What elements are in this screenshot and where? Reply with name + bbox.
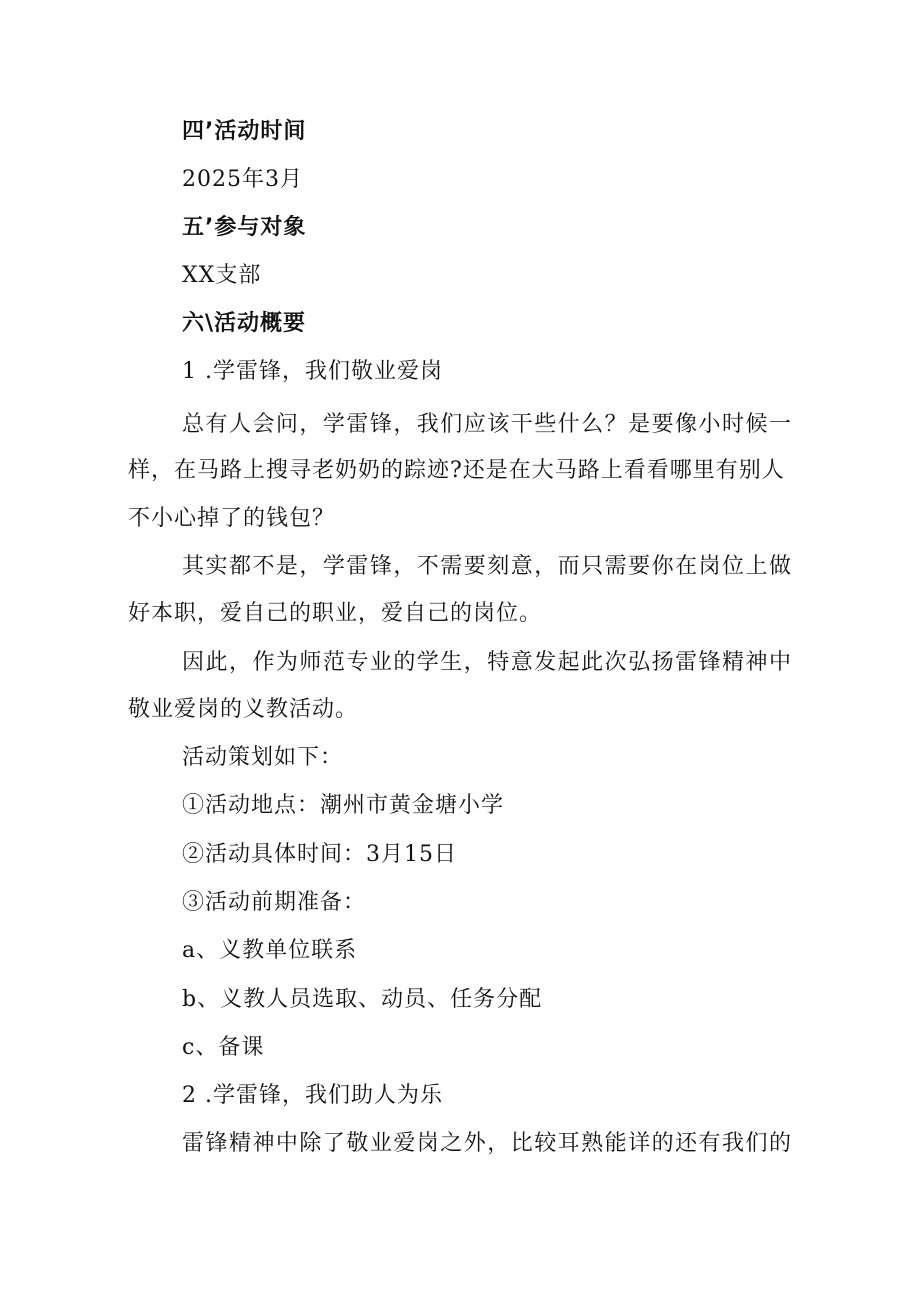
activity-time-value: 2025年3月 bbox=[182, 167, 303, 192]
heading-activity-summary: 六\活动概要 bbox=[182, 311, 307, 336]
heading-participants: 五’参与对象 bbox=[182, 215, 307, 240]
paragraph-1-line-3: 不小心掉了的钱包？ bbox=[128, 506, 336, 531]
plan-item-preparation: ③活动前期准备： bbox=[182, 890, 367, 915]
prep-sub-a: a、义教单位联系 bbox=[182, 938, 358, 963]
participants-value: XX支部 bbox=[182, 263, 262, 288]
prep-sub-c: c、备课 bbox=[182, 1035, 265, 1060]
paragraph-4-line-1: 雷锋精神中除了敬业爱岗之外，比较耳熟能详的还有我们的 bbox=[182, 1131, 792, 1156]
section-1-title: 1 .学雷锋，我们敬业爱岗 bbox=[182, 359, 443, 384]
prep-sub-b: b、义教人员选取、动员、任务分配 bbox=[182, 987, 543, 1012]
plan-item-location: ①活动地点：潮州市黄金塘小学 bbox=[182, 793, 505, 818]
plan-intro: 活动策划如下： bbox=[182, 745, 344, 770]
heading-activity-time: 四’活动时间 bbox=[182, 119, 307, 144]
paragraph-1-line-2: 样，在马路上搜寻老奶奶的踪迹?还是在大马路上看看哪里有别人 bbox=[128, 458, 785, 483]
plan-item-time: ②活动具体时间：3月15日 bbox=[182, 842, 457, 867]
paragraph-3-line-1: 因此，作为师范专业的学生，特意发起此次弘扬雷锋精神中 bbox=[182, 650, 792, 675]
paragraph-2-line-1: 其实都不是，学雷锋，不需要刻意，而只需要你在岗位上做 bbox=[182, 554, 792, 579]
paragraph-3-line-2: 敬业爱岗的义教活动。 bbox=[128, 697, 359, 722]
paragraph-2-line-2: 好本职，爱自己的职业，爱自己的岗位。 bbox=[128, 601, 543, 626]
section-2-title: 2 .学雷锋，我们助人为乐 bbox=[182, 1083, 443, 1108]
paragraph-1-line-1: 总有人会问，学雷锋，我们应该干些什么？是要像小时候一 bbox=[182, 412, 792, 437]
